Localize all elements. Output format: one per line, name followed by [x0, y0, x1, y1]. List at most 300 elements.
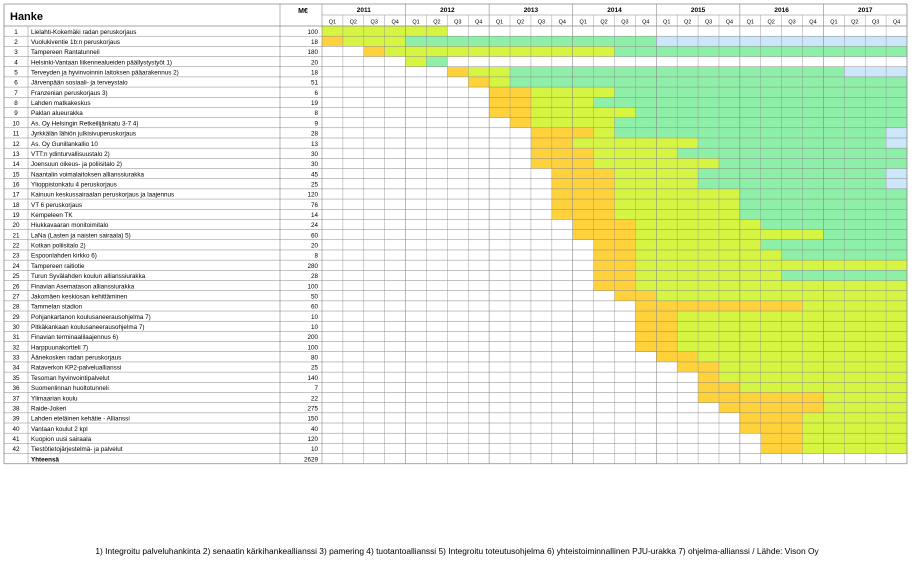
project-value: 6 — [314, 89, 318, 97]
phase-cell — [552, 67, 573, 77]
project-name: Pohjankartanon koulusaneerausohjelma 7) — [31, 313, 151, 321]
phase-cell — [761, 138, 782, 148]
phase-cell — [343, 26, 364, 36]
phase-cell — [844, 392, 865, 402]
phase-cell — [886, 87, 907, 97]
phase-cell — [844, 36, 865, 46]
phase-cell — [886, 321, 907, 331]
total-label: Yhteensä — [31, 456, 59, 464]
phase-cell — [823, 148, 844, 158]
phase-cell — [865, 291, 886, 301]
phase-cell — [677, 331, 698, 341]
row-number: 42 — [12, 446, 20, 454]
phase-cell — [635, 331, 656, 341]
phase-cell — [782, 250, 803, 260]
project-value: 140 — [307, 374, 318, 382]
phase-cell — [615, 230, 636, 240]
phase-cell — [761, 67, 782, 77]
phase-cell — [573, 219, 594, 229]
phase-cell — [782, 118, 803, 128]
phase-cell — [761, 240, 782, 250]
phase-cell — [531, 138, 552, 148]
phase-cell — [886, 372, 907, 382]
phase-cell — [573, 87, 594, 97]
phase-cell — [782, 301, 803, 311]
phase-cell — [698, 240, 719, 250]
project-value: 10 — [310, 324, 318, 331]
phase-cell — [823, 240, 844, 250]
phase-cell — [865, 352, 886, 362]
phase-cell — [656, 148, 677, 158]
phase-cell — [615, 97, 636, 107]
phase-cell — [677, 46, 698, 56]
phase-cell — [677, 281, 698, 291]
phase-cell — [823, 230, 844, 240]
row-number: 39 — [12, 415, 20, 423]
phase-cell — [698, 281, 719, 291]
phase-cell — [886, 230, 907, 240]
phase-cell — [698, 209, 719, 219]
phase-cell — [594, 148, 615, 158]
phase-cell — [865, 331, 886, 341]
phase-cell — [823, 107, 844, 117]
phase-cell — [594, 219, 615, 229]
phase-cell — [803, 382, 824, 392]
phase-cell — [803, 240, 824, 250]
phase-cell — [782, 352, 803, 362]
phase-cell — [761, 443, 782, 453]
phase-cell — [886, 67, 907, 77]
phase-cell — [656, 158, 677, 168]
phase-cell — [615, 107, 636, 117]
phase-cell — [865, 443, 886, 453]
phase-cell — [865, 311, 886, 321]
phase-cell — [886, 36, 907, 46]
phase-cell — [886, 240, 907, 250]
project-name: Helsinki-Vantaan liikennealueiden päällystystyöt 1) — [31, 59, 172, 67]
phase-cell — [823, 352, 844, 362]
phase-cell — [594, 128, 615, 138]
row-number: 21 — [12, 232, 20, 240]
project-name: Turun Syvälahden koulun allianssiurakka — [31, 273, 146, 281]
phase-cell — [406, 26, 427, 36]
phase-cell — [886, 138, 907, 148]
phase-cell — [635, 250, 656, 260]
project-value: 51 — [310, 79, 318, 87]
phase-cell — [594, 97, 615, 107]
phase-cell — [531, 128, 552, 138]
phase-cell — [803, 352, 824, 362]
phase-cell — [844, 413, 865, 423]
phase-cell — [844, 291, 865, 301]
unit-header: M€ — [298, 8, 308, 15]
phase-cell — [656, 87, 677, 97]
phase-cell — [823, 403, 844, 413]
phase-cell — [447, 46, 468, 56]
phase-cell — [573, 158, 594, 168]
phase-cell — [635, 230, 656, 240]
project-value: 28 — [310, 130, 318, 138]
phase-cell — [719, 372, 740, 382]
quarter-label: Q3 — [788, 19, 796, 26]
phase-cell — [782, 209, 803, 219]
phase-cell — [844, 311, 865, 321]
project-name: Jyrkkälän lähiön julkisivuperuskorjaus — [31, 130, 136, 138]
phase-cell — [823, 311, 844, 321]
phase-cell — [803, 199, 824, 209]
phase-cell — [803, 87, 824, 97]
phase-cell — [698, 392, 719, 402]
phase-cell — [677, 189, 698, 199]
phase-cell — [886, 169, 907, 179]
phase-cell — [489, 107, 510, 117]
row-number: 15 — [12, 171, 20, 179]
phase-cell — [573, 169, 594, 179]
phase-cell — [698, 189, 719, 199]
phase-cell — [844, 107, 865, 117]
phase-cell — [531, 46, 552, 56]
phase-cell — [615, 270, 636, 280]
phase-cell — [823, 443, 844, 453]
phase-cell — [886, 199, 907, 209]
phase-cell — [761, 209, 782, 219]
phase-cell — [719, 403, 740, 413]
phase-cell — [761, 118, 782, 128]
project-name: Espoonlahden kirkko 6) — [31, 252, 97, 260]
phase-cell — [803, 219, 824, 229]
phase-cell — [761, 189, 782, 199]
phase-cell — [698, 138, 719, 148]
phase-cell — [844, 87, 865, 97]
phase-cell — [823, 138, 844, 148]
row-number: 26 — [12, 283, 20, 291]
phase-cell — [823, 36, 844, 46]
phase-cell — [740, 97, 761, 107]
phase-cell — [635, 169, 656, 179]
phase-cell — [698, 321, 719, 331]
phase-cell — [761, 331, 782, 341]
phase-cell — [698, 331, 719, 341]
phase-cell — [803, 270, 824, 280]
phase-cell — [656, 219, 677, 229]
phase-cell — [615, 260, 636, 270]
phase-cell — [364, 36, 385, 46]
phase-cell — [886, 443, 907, 453]
phase-cell — [719, 291, 740, 301]
phase-cell — [886, 189, 907, 199]
footnote: 1) Integroitu palveluhankinta 2) senaatin kärkihankeallianssi 3) pamering 4) tuotantoallianssi 5) Integroitu toteutusohjelma 6) yhteistoiminnallinen PJU-urakka 7) ohjelma-allianssi / Lähde: Vison Oy — [95, 546, 819, 556]
project-value: 275 — [307, 405, 318, 413]
phase-cell — [865, 36, 886, 46]
phase-cell — [886, 46, 907, 56]
phase-cell — [719, 270, 740, 280]
phase-cell — [886, 281, 907, 291]
phase-cell — [761, 260, 782, 270]
phase-cell — [468, 36, 489, 46]
phase-cell — [698, 219, 719, 229]
phase-cell — [719, 240, 740, 250]
project-name: Tampereen Rantatunneli — [31, 49, 100, 57]
phase-cell — [635, 199, 656, 209]
phase-cell — [803, 301, 824, 311]
quarter-label: Q3 — [537, 19, 546, 26]
phase-cell — [803, 392, 824, 402]
row-number: 25 — [12, 273, 20, 281]
project-value: 20 — [310, 242, 318, 250]
phase-cell — [615, 158, 636, 168]
phase-cell — [698, 118, 719, 128]
year-label: 2017 — [857, 7, 873, 14]
phase-cell — [594, 199, 615, 209]
year-label: 2015 — [690, 7, 706, 14]
phase-cell — [698, 107, 719, 117]
phase-cell — [803, 311, 824, 321]
phase-cell — [865, 413, 886, 423]
phase-cell — [782, 372, 803, 382]
phase-cell — [844, 362, 865, 372]
phase-cell — [844, 199, 865, 209]
phase-cell — [510, 97, 531, 107]
phase-cell — [761, 97, 782, 107]
phase-cell — [510, 77, 531, 87]
phase-cell — [803, 118, 824, 128]
phase-cell — [761, 77, 782, 87]
phase-cell — [635, 240, 656, 250]
phase-cell — [594, 281, 615, 291]
phase-cell — [698, 36, 719, 46]
phase-cell — [698, 169, 719, 179]
phase-cell — [761, 199, 782, 209]
phase-cell — [698, 291, 719, 301]
phase-cell — [823, 423, 844, 433]
phase-cell — [782, 321, 803, 331]
phase-cell — [865, 169, 886, 179]
project-value: 100 — [307, 283, 318, 291]
phase-cell — [594, 158, 615, 168]
phase-cell — [886, 77, 907, 87]
phase-cell — [656, 240, 677, 250]
project-value: 45 — [310, 171, 318, 179]
phase-cell — [782, 230, 803, 240]
phase-cell — [865, 199, 886, 209]
phase-cell — [635, 311, 656, 321]
phase-cell — [698, 250, 719, 260]
phase-cell — [573, 138, 594, 148]
phase-cell — [677, 199, 698, 209]
phase-cell — [677, 36, 698, 46]
phase-cell — [677, 148, 698, 158]
row-number: 11 — [12, 130, 20, 138]
project-name: Finavian terminaalilaajennus 6) — [31, 334, 119, 342]
phase-cell — [823, 87, 844, 97]
phase-cell — [635, 321, 656, 331]
row-number: 37 — [12, 395, 20, 403]
quarter-label: Q2 — [851, 19, 859, 26]
phase-cell — [552, 46, 573, 56]
phase-cell — [719, 392, 740, 402]
phase-cell — [761, 148, 782, 158]
phase-cell — [447, 36, 468, 46]
phase-cell — [635, 301, 656, 311]
phase-cell — [823, 291, 844, 301]
row-number: 3 — [14, 49, 18, 57]
phase-cell — [844, 169, 865, 179]
phase-cell — [803, 423, 824, 433]
phase-cell — [844, 352, 865, 362]
phase-cell — [656, 189, 677, 199]
year-label: 2014 — [607, 7, 622, 14]
quarter-label: Q3 — [871, 19, 880, 26]
phase-cell — [803, 36, 824, 46]
project-name: Pitkäkankaan koulusaneerausohjelma 7) — [31, 324, 145, 331]
phase-cell — [740, 107, 761, 117]
phase-cell — [823, 331, 844, 341]
phase-cell — [803, 250, 824, 260]
quarter-label: Q4 — [558, 19, 566, 26]
phase-cell — [782, 403, 803, 413]
phase-cell — [719, 301, 740, 311]
phase-cell — [719, 219, 740, 229]
phase-cell — [656, 331, 677, 341]
phase-cell — [761, 219, 782, 229]
phase-cell — [844, 67, 865, 77]
phase-cell — [426, 46, 447, 56]
phase-cell — [719, 352, 740, 362]
phase-cell — [719, 67, 740, 77]
phase-cell — [719, 138, 740, 148]
project-value: 150 — [307, 415, 318, 423]
project-name: Joensuun oikeus- ja poliisitalo 2) — [31, 161, 123, 169]
phase-cell — [740, 250, 761, 260]
phase-cell — [740, 169, 761, 179]
phase-cell — [761, 403, 782, 413]
project-name: Jakomäen keskiosan kehittäminen — [31, 293, 128, 301]
phase-cell — [740, 158, 761, 168]
project-name: As. Oy Helsingin Retkeilijänkatu 3-7 4) — [31, 120, 139, 128]
phase-cell — [719, 331, 740, 341]
phase-cell — [761, 128, 782, 138]
quarter-label: Q4 — [475, 19, 483, 26]
phase-cell — [677, 179, 698, 189]
project-name: Tammelan stadion — [31, 303, 83, 311]
phase-cell — [615, 219, 636, 229]
row-number: 9 — [14, 110, 18, 118]
project-value: 76 — [310, 201, 318, 209]
phase-cell — [677, 219, 698, 229]
phase-cell — [823, 260, 844, 270]
phase-cell — [719, 321, 740, 331]
phase-cell — [719, 169, 740, 179]
phase-cell — [761, 362, 782, 372]
phase-cell — [635, 291, 656, 301]
phase-cell — [782, 219, 803, 229]
phase-cell — [594, 240, 615, 250]
phase-cell — [844, 270, 865, 280]
phase-cell — [677, 301, 698, 311]
phase-cell — [719, 250, 740, 260]
phase-cell — [594, 67, 615, 77]
phase-cell — [844, 433, 865, 443]
phase-cell — [677, 311, 698, 321]
phase-cell — [615, 291, 636, 301]
phase-cell — [823, 189, 844, 199]
phase-cell — [719, 362, 740, 372]
phase-cell — [573, 118, 594, 128]
phase-cell — [740, 138, 761, 148]
phase-cell — [698, 179, 719, 189]
phase-cell — [823, 301, 844, 311]
phase-cell — [865, 372, 886, 382]
phase-cell — [803, 372, 824, 382]
phase-cell — [844, 250, 865, 260]
project-value: 22 — [310, 395, 318, 403]
phase-cell — [886, 148, 907, 158]
phase-cell — [698, 67, 719, 77]
phase-cell — [719, 199, 740, 209]
phase-cell — [385, 36, 406, 46]
year-label: 2013 — [523, 7, 539, 14]
phase-cell — [740, 219, 761, 229]
project-name: Terveyden ja hyvinvoinnin laitoksen pääarakennus 2) — [31, 69, 179, 77]
phase-cell — [719, 209, 740, 219]
phase-cell — [698, 46, 719, 56]
phase-cell — [865, 433, 886, 443]
phase-cell — [740, 77, 761, 87]
phase-cell — [531, 67, 552, 77]
phase-cell — [615, 36, 636, 46]
phase-cell — [886, 403, 907, 413]
phase-cell — [385, 46, 406, 56]
phase-cell — [886, 362, 907, 372]
row-number: 16 — [12, 181, 20, 189]
phase-cell — [740, 362, 761, 372]
phase-cell — [865, 219, 886, 229]
project-value: 18 — [310, 38, 318, 46]
phase-cell — [635, 97, 656, 107]
phase-cell — [677, 291, 698, 301]
phase-cell — [573, 179, 594, 189]
phase-cell — [677, 342, 698, 352]
phase-cell — [865, 87, 886, 97]
quarter-label: Q2 — [683, 19, 692, 26]
row-number: 41 — [12, 435, 20, 443]
quarter-label: Q2 — [767, 19, 775, 26]
phase-cell — [531, 36, 552, 46]
row-number: 24 — [12, 262, 20, 270]
project-name: Tampereen raitiotie — [31, 262, 85, 270]
year-label: 2011 — [356, 7, 371, 14]
phase-cell — [844, 372, 865, 382]
phase-cell — [761, 87, 782, 97]
phase-cell — [803, 413, 824, 423]
phase-cell — [886, 342, 907, 352]
year-label: 2012 — [440, 7, 455, 14]
phase-cell — [573, 148, 594, 158]
phase-cell — [656, 138, 677, 148]
phase-cell — [656, 342, 677, 352]
phase-cell — [719, 342, 740, 352]
phase-cell — [740, 423, 761, 433]
phase-cell — [844, 301, 865, 311]
project-name: Raide-Jokeri — [31, 405, 67, 413]
phase-cell — [510, 118, 531, 128]
phase-cell — [761, 311, 782, 321]
phase-cell — [573, 36, 594, 46]
phase-cell — [552, 128, 573, 138]
row-number: 12 — [12, 140, 20, 148]
phase-cell — [531, 148, 552, 158]
phase-cell — [886, 250, 907, 260]
